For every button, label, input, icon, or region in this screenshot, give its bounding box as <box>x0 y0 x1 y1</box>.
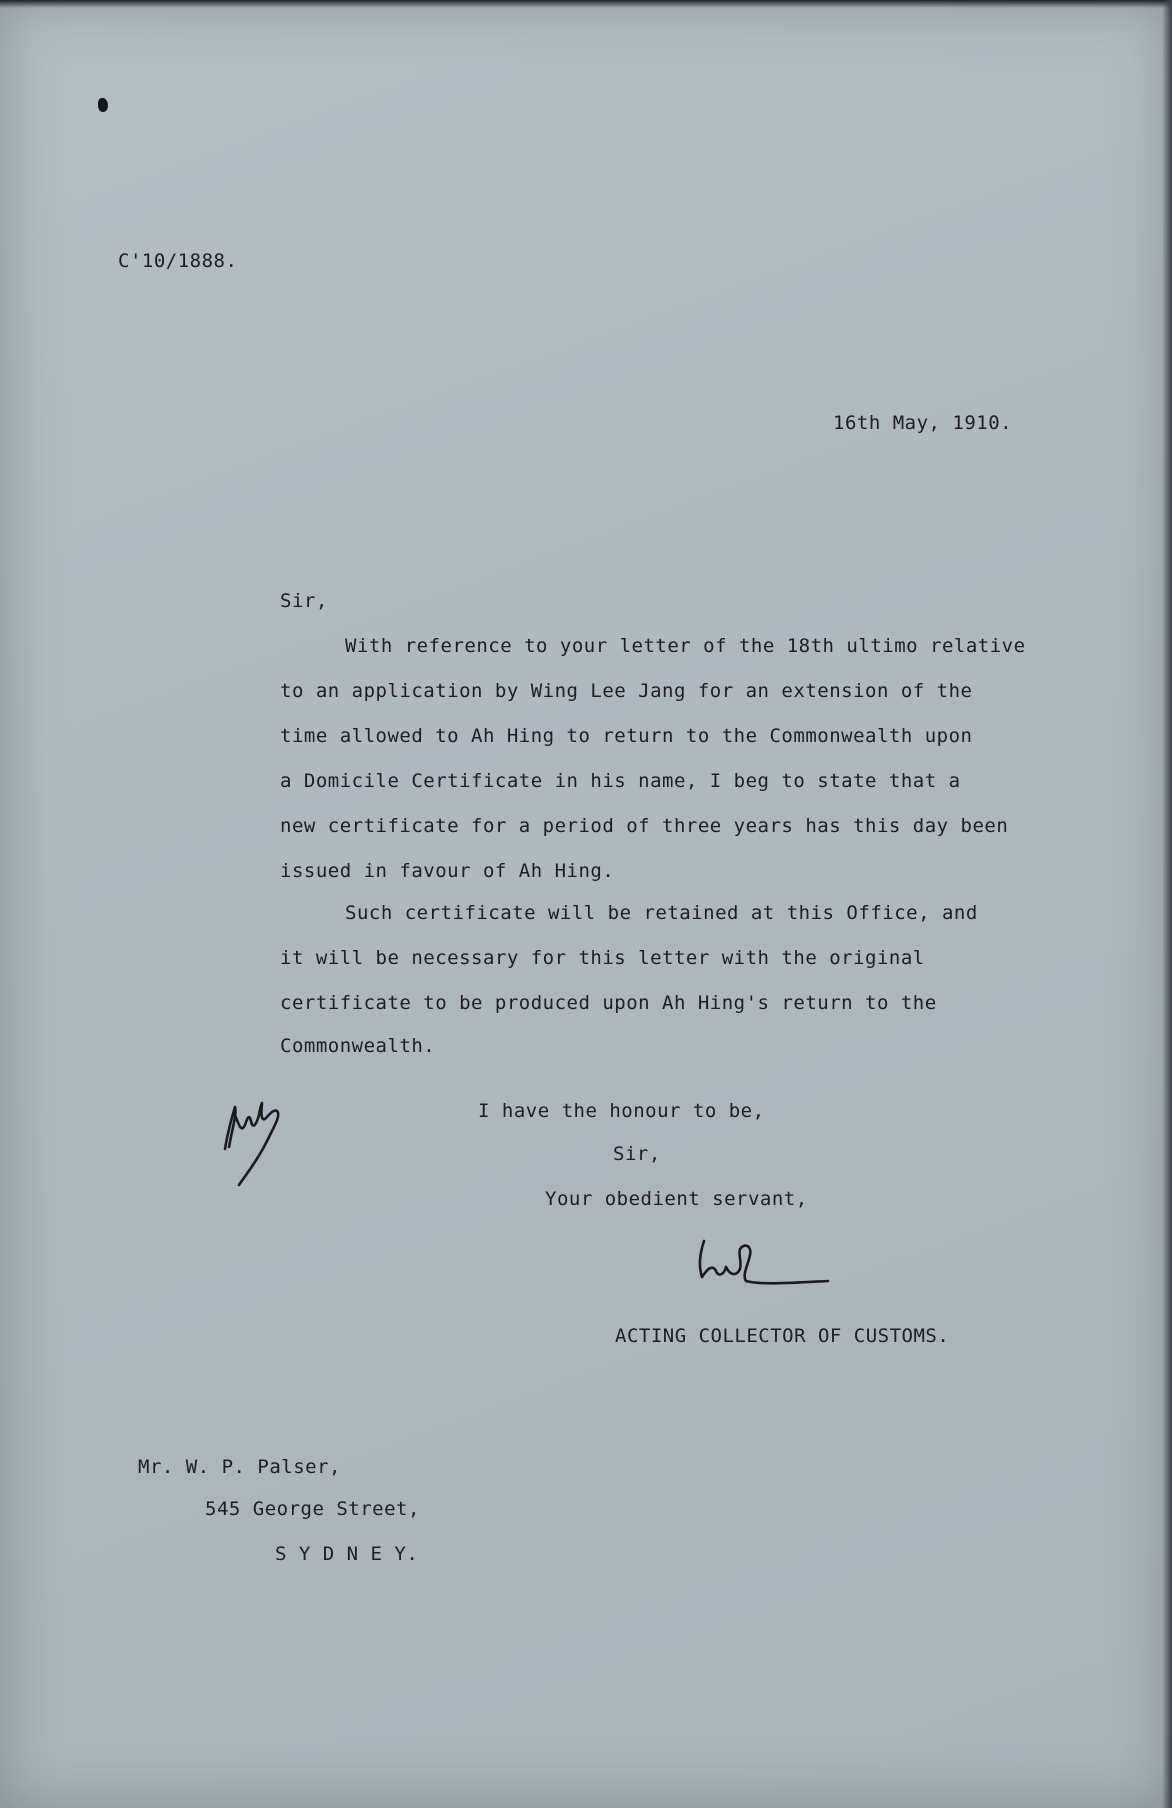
salutation: Sir, <box>280 590 328 612</box>
addressee-name: Mr. W. P. Palser, <box>138 1456 341 1478</box>
margin-initials <box>215 1085 315 1195</box>
ink-blot <box>98 98 108 112</box>
closing-line-2: Sir, <box>613 1143 661 1165</box>
addressee-street: 545 George Street, <box>205 1498 420 1520</box>
file-reference: C'10/1888. <box>118 250 238 272</box>
paragraph-1-line: a Domicile Certificate in his name, I beg to state that a <box>280 770 961 792</box>
signature <box>690 1225 850 1295</box>
paragraph-2-line: certificate to be produced upon Ah Hing's return to the <box>280 992 937 1014</box>
closing-line-1: I have the honour to be, <box>478 1100 765 1122</box>
signatory-title: ACTING COLLECTOR OF CUSTOMS. <box>615 1325 950 1347</box>
page-right-edge <box>1162 0 1172 1808</box>
letter-date: 16th May, 1910. <box>833 412 1013 434</box>
paragraph-1-line: With reference to your letter of the 18th ultimo relative <box>345 635 1026 657</box>
paragraph-1-line: new certificate for a period of three years has this day been <box>280 815 1009 837</box>
paragraph-1-line: to an application by Wing Lee Jang for an extension of the <box>280 680 973 702</box>
paragraph-1-line: time allowed to Ah Hing to return to the Commonwealth upon <box>280 725 973 747</box>
paragraph-2-line: it will be necessary for this letter with the original <box>280 947 925 969</box>
paragraph-1-line: issued in favour of Ah Hing. <box>280 860 615 882</box>
paragraph-2-line: Commonwealth. <box>280 1035 436 1057</box>
addressee-city: S Y D N E Y. <box>275 1543 419 1565</box>
closing-line-3: Your obedient servant, <box>545 1188 808 1210</box>
paragraph-2-line: Such certificate will be retained at this Office, and <box>345 902 978 924</box>
page-top-edge <box>0 0 1172 8</box>
